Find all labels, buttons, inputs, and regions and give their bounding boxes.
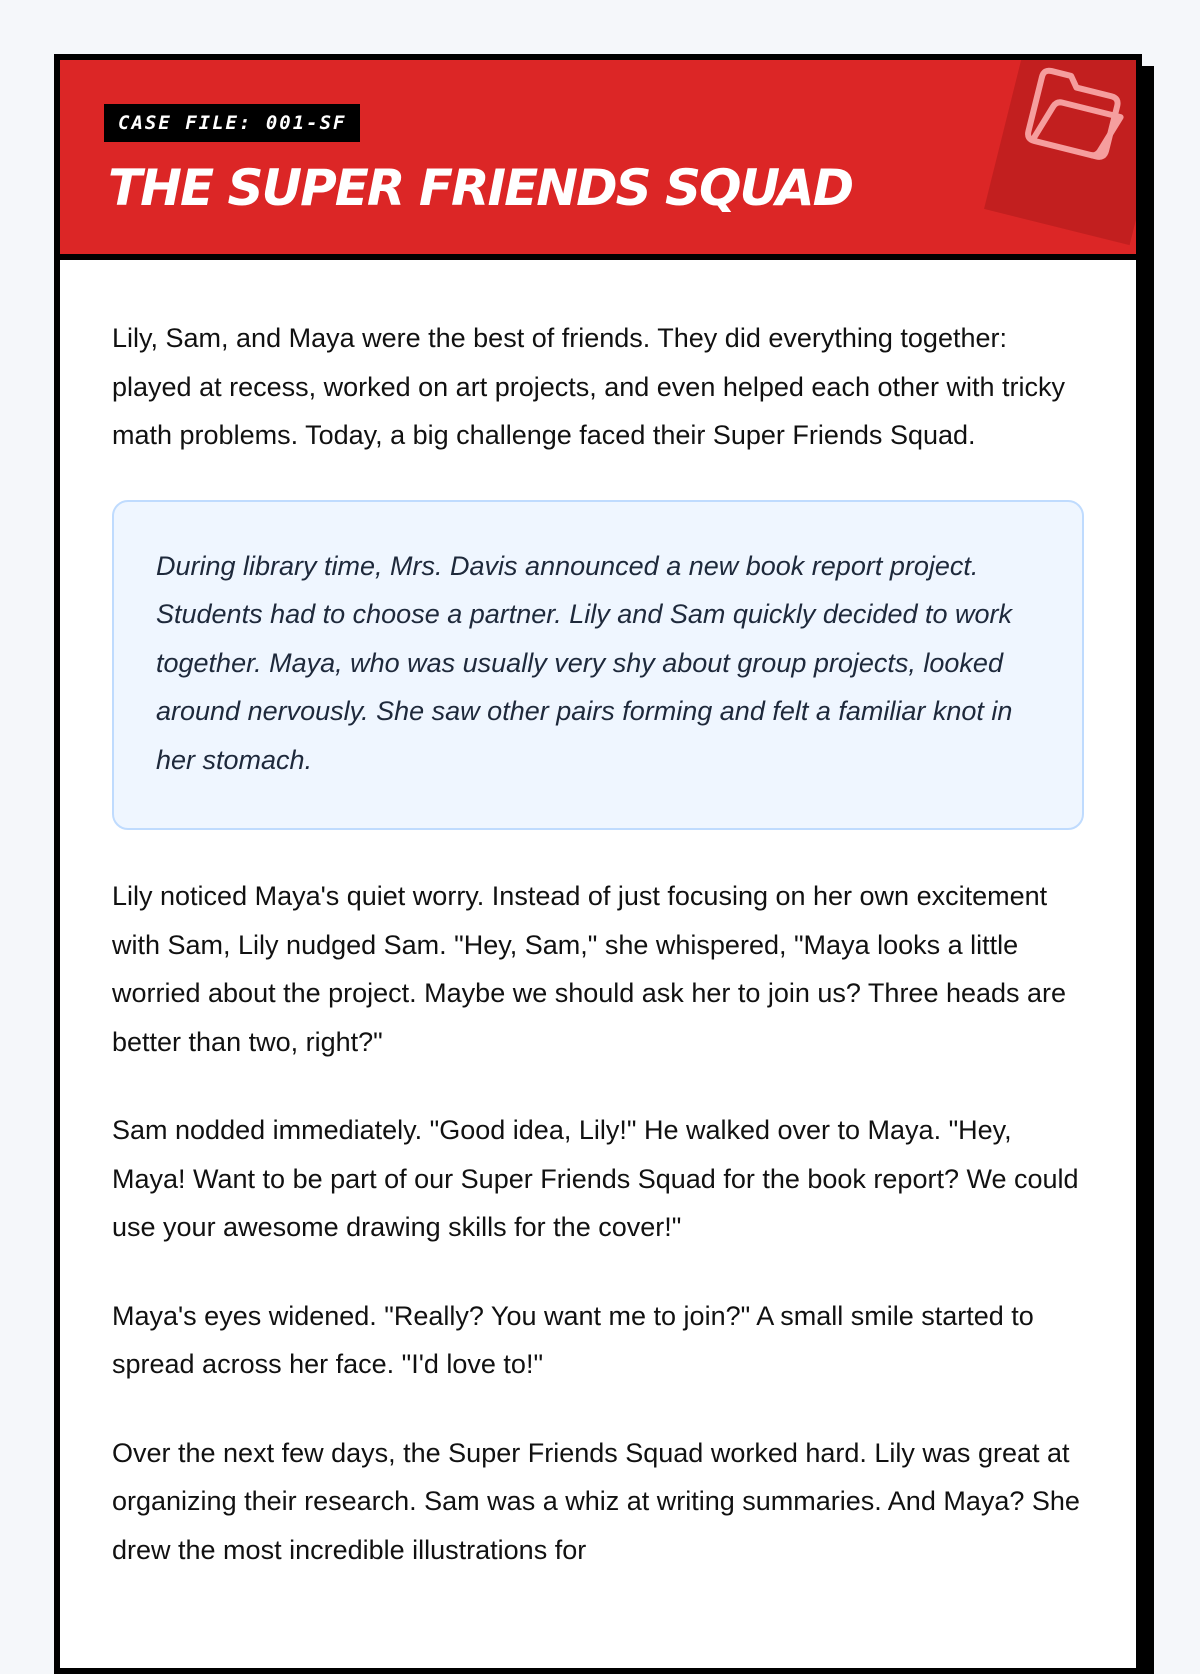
story-callout: During library time, Mrs. Davis announced a new book report project. Students had to choose a partner. Lily and Sam quickly decided to work together. Maya, who was usually very shy about group projects, looked around nervously. She saw other pairs forming and felt a familiar knot in her stomach. — [112, 500, 1084, 831]
story-paragraph-3: Sam nodded immediately. "Good idea, Lily!" He walked over to Maya. "Hey, Maya! Want to be part of our Super Friends Squad for the book report? We could use your awesome drawing skills for the cover!" — [112, 1115, 1079, 1242]
case-file-badge: CASE FILE: 001-SF — [104, 104, 360, 142]
story-paragraph-intro: Lily, Sam, and Maya were the best of friends. They did everything together: played at recess, worked on art projects, and even helped each other with tricky math problems. Today, a big challenge faced their Super Friends Squad. — [112, 323, 1066, 450]
story-body — [60, 260, 1136, 1574]
story-paragraph-4: Maya's eyes widened. "Really? You want me to join?" A small smile started to spread across her face. "I'd love to!" — [112, 1300, 1034, 1379]
story-paragraph-2: Lily noticed Maya's quiet worry. Instead of just focusing on her own excitement with Sam, Lily nudged Sam. "Hey, Sam," she whispered, "Maya looks a little worried about the project. Maybe we should ask her to join us? Three heads are better than two, right?" — [112, 881, 1067, 1057]
page-title: THE SUPER FRIENDS SQUAD — [108, 159, 853, 217]
story-paragraph-5: Over the next few days, the Super Friends Squad worked hard. Lily was great at organizing their research. Sam was a whiz at writing summaries. And Maya? She drew the most incredible illustrations for — [112, 1437, 1080, 1565]
case-file-header — [60, 60, 1136, 260]
case-file-card — [54, 54, 1142, 1674]
